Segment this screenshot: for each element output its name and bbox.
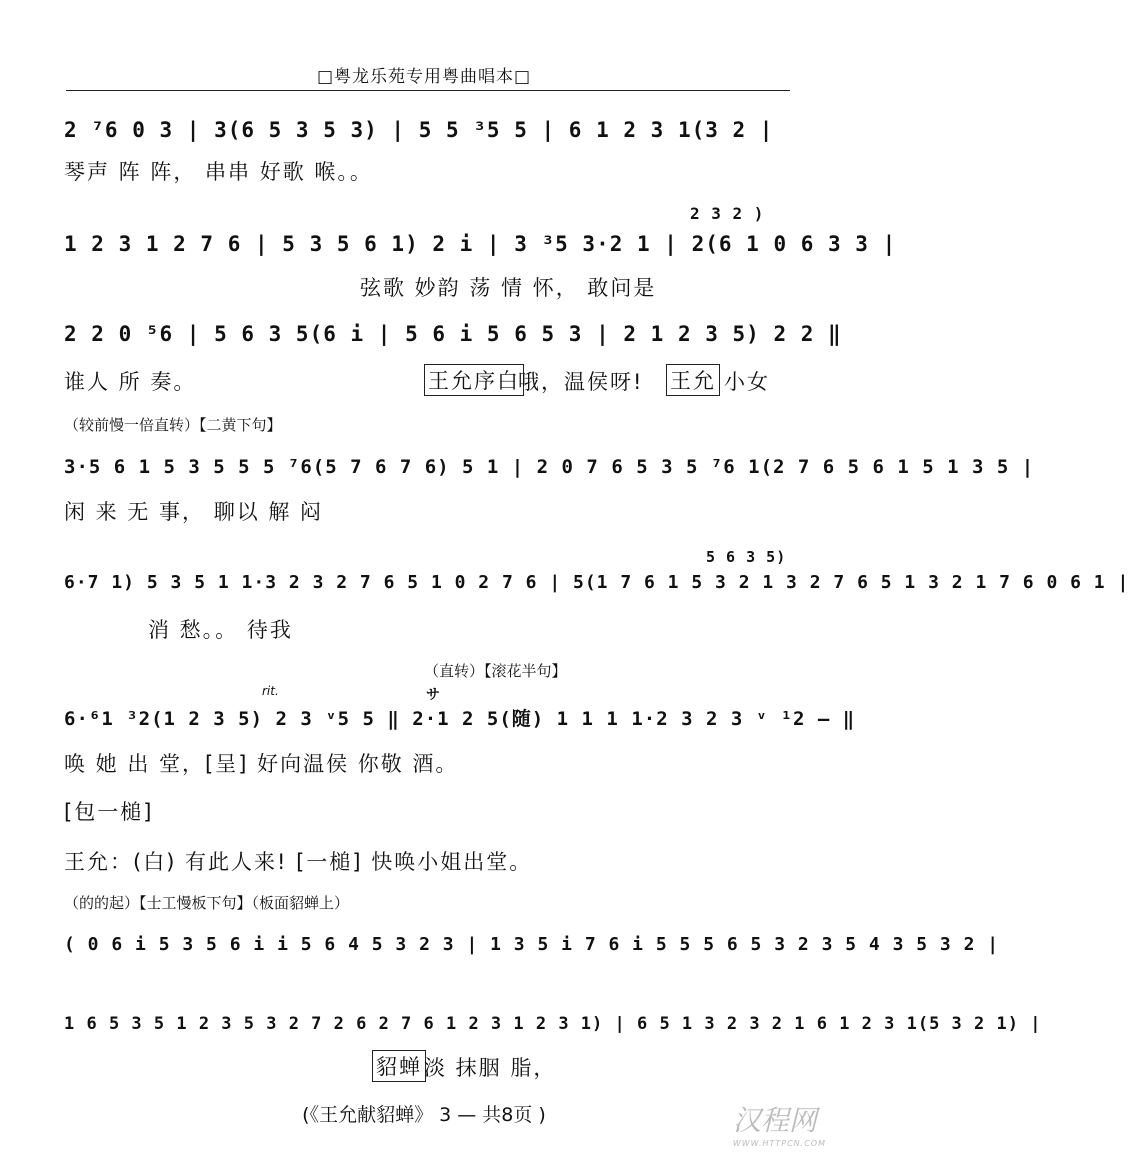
- score-row-5-upper: 5 6 3 5): [706, 548, 787, 566]
- watermark-text: 汉程网: [732, 1104, 817, 1137]
- role-box-diao-chan: 貂蝉: [372, 1050, 426, 1082]
- score-row-9-notes: ( 0 6 i 5 3 5 6 i i 5 6 4 5 3 2 3 | 1 3 5 i 7 6 i 5 5 5 6 5 3 2 3 5 4 3 5 3 2 |: [64, 934, 1000, 955]
- lyric-row-6: 唤 她 出 堂，[呈] 好向温侯 你敬 酒。: [64, 752, 459, 776]
- score-row-5-notes: 6·7 1) 5 3 5 1 1·3 2 3 2 7 6 5 1 0 2 7 6 | 5(1 7 6 1 5 3 2 1 3 2 7 6 5 1 3 2 1 7 6 0 6 1 |: [64, 572, 1129, 593]
- score-row-1-notes: 2 ⁷6 0 3 | 3(6 5 3 5 3) | 5 5 ³5 5 | 6 1 2 3 1(3 2 |: [64, 118, 774, 142]
- header-rule: [66, 90, 790, 91]
- dialogue-line: 王允：(白) 有此人来! [一槌] 快唤小姐出堂。: [64, 850, 533, 874]
- role-box-wang-yun: 王允: [666, 364, 720, 396]
- lyric-row-5: 消 愁。。 待我: [148, 618, 293, 642]
- score-row-2-upper: 2 3 2 ): [690, 204, 765, 223]
- lyric-row-4: 闲 来 无 事， 聊以 解 闷: [64, 500, 324, 524]
- lyric-row-2: 弦歌 妙韵 荡 情 怀， 敢问是: [360, 276, 657, 300]
- page-footer: (《王允献貂蝉》 3 — 共8页 ): [302, 1104, 546, 1126]
- watermark-url: WWW.HTTPCN.COM: [732, 1139, 826, 1148]
- section-label-1: （较前慢一倍直转）【二黄下句】: [64, 416, 282, 434]
- free-tempo-mark: サ: [426, 687, 440, 703]
- score-row-6-notes: 6·⁶1 ³2(1 2 3 5) 2 3 ᵛ5 5 ‖ 2·1 2 5(随) 1 1 1 1·2 3 2 3 ᵛ ¹2 – ‖: [64, 708, 856, 730]
- score-row-4-notes: 3·5 6 1 5 3 5 5 5 ⁷6(5 7 6 7 6) 5 1 | 2 0 7 6 5 3 5 ⁷6 1(2 7 6 5 6 1 5 1 3 5 |: [64, 456, 1035, 478]
- lyric-row-10: 淡 抹胭 脂，: [424, 1056, 557, 1080]
- section-label-2: （直转）【滚花半句】: [424, 662, 567, 680]
- lyric-row-1: 琴声 阵 阵， 串串 好歌 喉。。: [64, 160, 373, 184]
- role-box-wang-yun-prologue: 王允序白: [424, 364, 524, 396]
- lyric-row-3c: 小女: [724, 370, 770, 394]
- page-header-title: □粤龙乐苑专用粤曲唱本□: [316, 67, 532, 87]
- lyric-row-3a: 谁人 所 奏。: [64, 370, 197, 394]
- percussion-cue: [包一槌]: [64, 800, 154, 824]
- lyric-row-3b: 哦，温侯呀!: [518, 370, 644, 394]
- section-label-3: （的的起）【士工慢板下句】（板面貂蝉上）: [64, 894, 350, 912]
- tempo-rit: rit.: [262, 684, 279, 698]
- watermark-logo: [733, 1099, 826, 1148]
- score-row-10-notes: 1 6 5 3 5 1 2 3 5 3 2 7 2 6 2 7 6 1 2 3 1 2 3 1) | 6 5 1 3 2 3 2 1 6 1 2 3 1(5 3 2 1) |: [64, 1014, 1042, 1034]
- score-row-3-notes: 2 2 0 ⁵6 | 5 6 3 5(6 i | 5 6 i 5 6 5 3 | 2 1 2 3 5) 2 2 ‖: [64, 322, 842, 346]
- score-row-2-notes: 1 2 3 1 2 7 6 | 5 3 5 6 1) 2 i | 3 ³5 3·2 1 | 2(6 1 0 6 3 3 |: [64, 232, 897, 256]
